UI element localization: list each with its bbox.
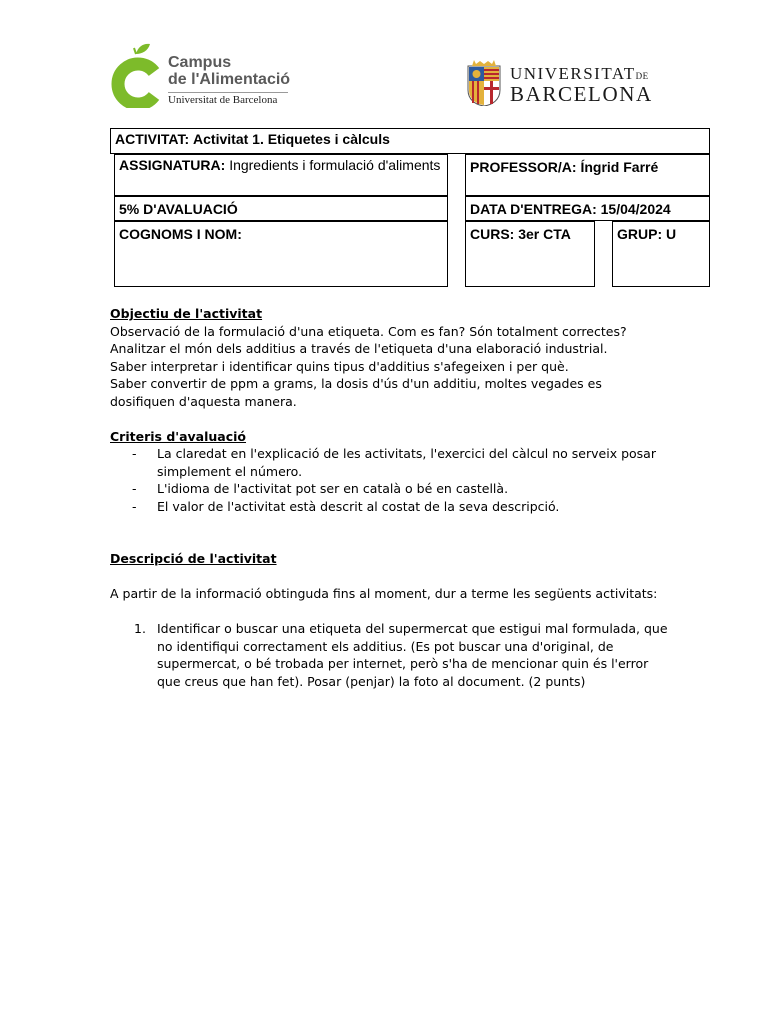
spacer bbox=[110, 568, 670, 586]
list-item bbox=[110, 620, 670, 690]
objectiu-heading: Objectiu de l'activitat bbox=[110, 306, 263, 321]
objectiu-line: Observació de la formulació d'una etiqueta. Com es fan? Són totalment correctes? bbox=[110, 323, 627, 339]
professor-cell bbox=[465, 154, 710, 196]
criteris-heading: Criteris d'avaluació bbox=[110, 428, 247, 444]
data-entrega-cell bbox=[465, 196, 710, 221]
grup-value: U bbox=[666, 226, 677, 242]
document-body bbox=[110, 305, 670, 690]
cognoms-nom-label: COGNOMS I NOM: bbox=[119, 226, 242, 242]
descripcio-heading: Descripció de l'activitat bbox=[110, 551, 277, 566]
number-marker: 1. bbox=[134, 621, 146, 636]
ub-logo bbox=[466, 60, 666, 110]
objectiu-line: dosifiquen d'aquesta manera. bbox=[110, 393, 297, 409]
activitat-value: Activitat 1. Etiquetes i càlculs bbox=[193, 131, 390, 147]
campus-subtitle: Universitat de Barcelona bbox=[168, 94, 278, 106]
campus-logo-divider bbox=[168, 92, 288, 93]
curs-label: CURS: bbox=[470, 226, 515, 242]
spacer bbox=[110, 515, 670, 533]
spacer bbox=[110, 603, 670, 621]
ub-shield-icon bbox=[466, 60, 502, 106]
grup-label: GRUP: bbox=[617, 226, 663, 242]
activitat-cell bbox=[110, 128, 710, 154]
criteri-text: L'idioma de l'activitat pot ser en català o bé en castellà. bbox=[157, 481, 509, 496]
grup-cell bbox=[612, 221, 710, 287]
objectiu-line: Saber interpretar i identificar quins tipus d'additius s'afegeixen i per què. bbox=[110, 358, 569, 374]
curs-value: 3er CTA bbox=[518, 226, 571, 242]
list-item bbox=[110, 498, 670, 516]
campus-c-leaf-icon bbox=[110, 42, 166, 108]
activitats-list bbox=[110, 620, 670, 690]
avaluacio-cell bbox=[114, 196, 448, 221]
criteri-text: El valor de l'activitat està descrit al costat de la seva descripció. bbox=[157, 498, 560, 514]
spacer bbox=[110, 410, 670, 428]
list-item bbox=[110, 480, 670, 498]
assignatura-value: Ingredients i formulació d'aliments bbox=[229, 157, 441, 173]
data-entrega-value: 15/04/2024 bbox=[600, 201, 671, 217]
descripcio-intro: A partir de la informació obtinguda fins al moment, dur a terme les següents activitats: bbox=[110, 586, 658, 601]
avaluacio-text: 5% D'AVALUACIÓ bbox=[119, 201, 238, 217]
spacer bbox=[110, 533, 670, 551]
campus-alimentacio-logo bbox=[110, 42, 300, 112]
campus-title-line1: Campus bbox=[168, 54, 232, 71]
dash-marker: - bbox=[132, 446, 137, 461]
dash-marker: - bbox=[132, 481, 137, 496]
cognoms-nom-cell[interactable] bbox=[114, 221, 448, 287]
assignatura-cell bbox=[114, 154, 448, 196]
criteris-list bbox=[110, 445, 670, 515]
curs-cell bbox=[465, 221, 595, 287]
objectiu-line: Saber convertir de ppm a grams, la dosis d'ús d'un additiu, moltes vegades es bbox=[110, 376, 602, 391]
professor-label: PROFESSOR/A: bbox=[470, 159, 577, 175]
dash-marker: - bbox=[132, 498, 137, 514]
data-entrega-label: DATA D'ENTREGA: bbox=[470, 201, 597, 217]
ub-name-line1: UNIVERSITATDE bbox=[510, 64, 649, 83]
campus-title-line2: de l'Alimentació bbox=[168, 71, 291, 88]
objectiu-line: Analitzar el món dels additius a través de l'etiqueta d'una elaboració industrial. bbox=[110, 341, 608, 356]
activitat-text: Identificar o buscar una etiqueta del supermercat que estigui mal formulada, que no identifiqui correctament els additius. (Es pot buscar una d'original, de supermercat, o bé trobada per internet, però s'ha de mencionar quin és l'error que creus que han fet). Posar (penjar) la foto al document. (2 punts) bbox=[157, 621, 668, 689]
activitat-label: ACTIVITAT: bbox=[115, 131, 190, 147]
criteri-text: La claredat en l'explicació de les activitats, l'exercici del càlcul no serveix posar simplement el número. bbox=[157, 446, 656, 479]
professor-value: Íngrid Farré bbox=[580, 159, 659, 175]
ub-name-line2: BARCELONA bbox=[510, 82, 653, 106]
assignatura-label: ASSIGNATURA: bbox=[119, 157, 226, 173]
list-item bbox=[110, 445, 670, 480]
